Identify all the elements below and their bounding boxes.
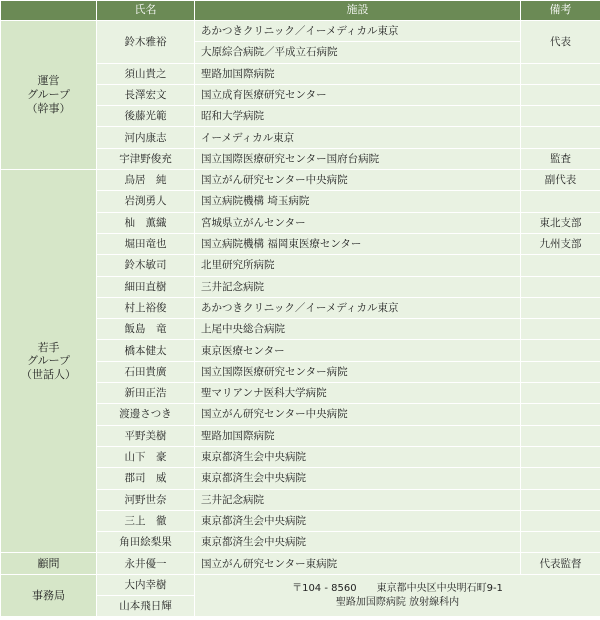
- member-name: 大内幸樹: [97, 574, 195, 595]
- office-contact: [195, 574, 600, 617]
- member-name: 河野世奈: [97, 489, 195, 510]
- member-facility: 北里研究所病院: [195, 255, 521, 276]
- member-note: [521, 425, 600, 446]
- member-name: 須山貴之: [97, 63, 195, 84]
- member-name: 橋本健太: [97, 340, 195, 361]
- member-facility: 宮城県立がんセンター: [195, 212, 521, 233]
- member-name: 山本飛日輝: [97, 596, 195, 617]
- member-note: [521, 468, 600, 489]
- header-group-cell: [1, 1, 97, 21]
- member-note: 監査: [521, 148, 600, 169]
- group-office: 事務局: [1, 574, 97, 617]
- header-note: 備考: [521, 1, 600, 21]
- member-facility: 国立がん研究センター中央病院: [195, 404, 521, 425]
- member-note: [521, 297, 600, 318]
- member-facility: 東京医療センター: [195, 340, 521, 361]
- table-row: [1, 170, 600, 191]
- member-note: [521, 84, 600, 105]
- member-name: 村上裕俊: [97, 297, 195, 318]
- member-facility: 上尾中央総合病院: [195, 319, 521, 340]
- group-young-line3: （世話人）: [21, 368, 76, 382]
- member-note: 副代表: [521, 170, 600, 191]
- member-note: 東北支部: [521, 212, 600, 233]
- member-note: [521, 404, 600, 425]
- member-name: 山下 豪: [97, 446, 195, 467]
- member-facility: 国立がん研究センター中央病院: [195, 170, 521, 191]
- member-name: 渡邊さつき: [97, 404, 195, 425]
- member-name: 鳥居 純: [97, 170, 195, 191]
- member-name: 長澤宏文: [97, 84, 195, 105]
- header-name: 氏名: [97, 1, 195, 21]
- member-name: 岩渕勇人: [97, 191, 195, 212]
- member-facility: 国立国際医療研究センター国府台病院: [195, 148, 521, 169]
- member-name: 堀田竜也: [97, 233, 195, 254]
- member-facility: 国立病院機構 福岡東医療センター: [195, 233, 521, 254]
- member-facility: 三井記念病院: [195, 276, 521, 297]
- group-management: [1, 21, 97, 170]
- member-facility: 聖マリアンナ医科大学病院: [195, 383, 521, 404]
- member-facility: あかつきクリニック／イーメディカル東京: [195, 21, 521, 42]
- office-location: 聖路加国際病院 放射線科内: [335, 596, 460, 608]
- member-name: 郡司 威: [97, 468, 195, 489]
- group-young-line1: 若手: [37, 340, 60, 354]
- group-management-line3: （幹事）: [26, 101, 71, 115]
- group-management-line2: グループ: [26, 88, 71, 102]
- member-name: 細田直樹: [97, 276, 195, 297]
- member-facility: 聖路加国際病院: [195, 63, 521, 84]
- table-row: [1, 21, 600, 42]
- member-name: 後藤光範: [97, 106, 195, 127]
- member-facility: 国立病院機構 埼玉病院: [195, 191, 521, 212]
- member-name: 石田貴廣: [97, 361, 195, 382]
- member-facility: 国立がん研究センター東病院: [195, 553, 521, 574]
- member-note: 九州支部: [521, 233, 600, 254]
- member-facility: 東京都済生会中央病院: [195, 468, 521, 489]
- member-facility: 大原綜合病院／平成立石病院: [195, 42, 521, 63]
- member-facility: 東京都済生会中央病院: [195, 532, 521, 553]
- member-note: [521, 340, 600, 361]
- member-name: 杣 薫織: [97, 212, 195, 233]
- member-note: [521, 383, 600, 404]
- table-row: [1, 553, 600, 574]
- member-facility: イーメディカル東京: [195, 127, 521, 148]
- group-advisor: 顧問: [1, 553, 97, 574]
- member-note: 代表: [521, 21, 600, 64]
- member-note: [521, 63, 600, 84]
- member-note: [521, 106, 600, 127]
- member-note: 代表監督: [521, 553, 600, 574]
- member-note: [521, 319, 600, 340]
- member-note: [521, 191, 600, 212]
- member-name: 永井優一: [97, 553, 195, 574]
- group-young: [1, 170, 97, 553]
- office-address: 〒104 - 8560 東京都中央区中央明石町9-1: [292, 582, 503, 594]
- member-facility: 国立国際医療研究センター病院: [195, 361, 521, 382]
- member-name: 鈴木敏司: [97, 255, 195, 276]
- header-facility: 施設: [195, 1, 521, 21]
- group-young-line2: グループ: [26, 354, 71, 368]
- member-facility: 東京都済生会中央病院: [195, 510, 521, 531]
- table-header-row: [1, 1, 600, 21]
- group-management-line1: 運営: [37, 74, 60, 88]
- member-note: [521, 255, 600, 276]
- member-note: [521, 361, 600, 382]
- member-facility: 国立成育医療研究センター: [195, 84, 521, 105]
- member-name: 新田正浩: [97, 383, 195, 404]
- member-name: 河内康志: [97, 127, 195, 148]
- member-facility: 昭和大学病院: [195, 106, 521, 127]
- member-note: [521, 532, 600, 553]
- member-name: 平野美樹: [97, 425, 195, 446]
- member-name: 鈴木雅裕: [97, 21, 195, 64]
- member-note: [521, 489, 600, 510]
- member-note: [521, 446, 600, 467]
- member-facility: 聖路加国際病院: [195, 425, 521, 446]
- member-name: 宇津野俊充: [97, 148, 195, 169]
- table-row: [1, 574, 600, 595]
- member-note: [521, 127, 600, 148]
- member-note: [521, 276, 600, 297]
- member-name: 飯島 竜: [97, 319, 195, 340]
- member-note: [521, 510, 600, 531]
- member-name: 三上 徹: [97, 510, 195, 531]
- member-facility: 東京都済生会中央病院: [195, 446, 521, 467]
- member-facility: 三井記念病院: [195, 489, 521, 510]
- member-facility: あかつきクリニック／イーメディカル東京: [195, 297, 521, 318]
- member-name: 角田絵梨果: [97, 532, 195, 553]
